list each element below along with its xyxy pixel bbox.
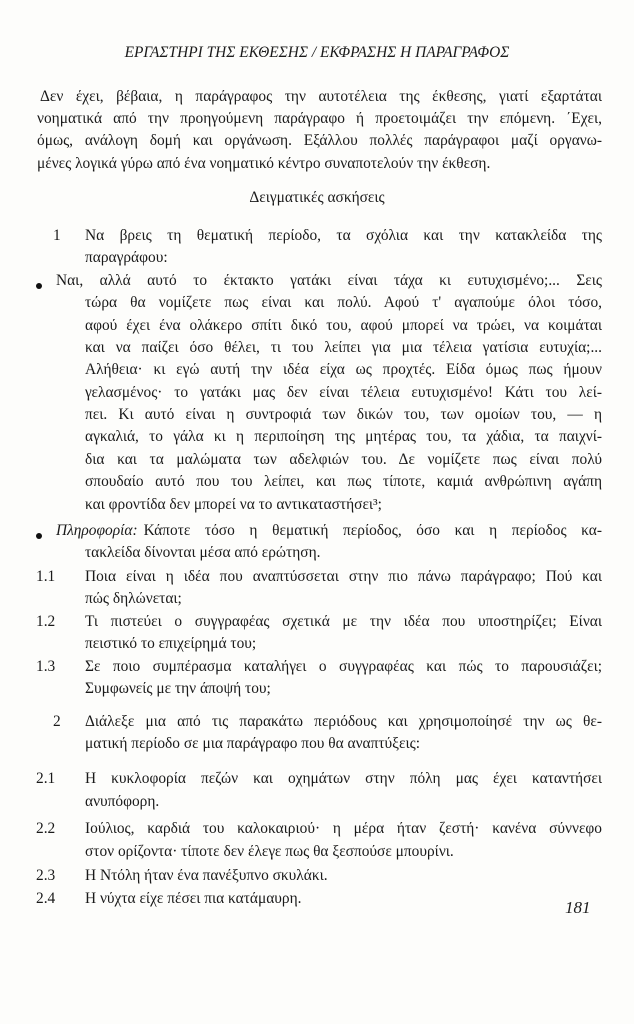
passage-line: Ναι, αλλά αυτό το έκτακτο γατάκι είναι τάχα κι ευτυχισμένο;... Σεις <box>56 272 602 289</box>
exercise-number: 2 <box>53 713 61 730</box>
page-number: 181 <box>565 898 591 917</box>
option-number: 2.1 <box>36 770 56 787</box>
text-line: στον ορίζοντα· τίποτε δεν έλεγε πως θα ξεσπούσε μπουρίνι. <box>85 843 454 860</box>
text-line: ανυπόφορη. <box>85 793 160 810</box>
text-line: Η νύχτα είχε πέσει πια κατάμαυρη. <box>85 890 302 907</box>
option-number: 2.3 <box>36 867 56 884</box>
question-number: 1.3 <box>36 658 56 675</box>
text-line: μένες λογικά γύρω από ένα νοηματικό κέντρο συναποτελούν την έκθεση. <box>37 155 491 172</box>
text-line: Η Ντόλη ήταν ένα πανέξυπνο σκυλάκι. <box>85 867 328 884</box>
text-line: Κάποτε τόσο η θεματική περίοδος, όσο και η περίοδος κα- <box>143 522 602 539</box>
text-line: όμως, ανάλογη δομή και οργάνωση. Εξάλλου πολλές παράγραφοι μαζί οργανω- <box>37 132 602 149</box>
bullet-icon <box>36 283 42 289</box>
text-line: Δεν έχει, βέβαια, η παράγραφος την αυτοτέλεια της έκθεσης, γιατί εξαρτάται <box>40 88 602 105</box>
section-title: Δειγματικές ασκήσεις <box>249 189 385 206</box>
text-line: Συμφωνείς με την άποψή του; <box>85 680 271 697</box>
text-line: Τι πιστεύει ο συγγραφέας σχετικά με την ιδέα που υποστηρίζει; Είναι <box>85 613 602 630</box>
passage-line: πει. Κι αυτό είναι η συντροφιά των δικών του, των ομοίων του, — η <box>85 406 602 423</box>
text-line: Σε ποιο συμπέρασμα καταλήγει ο συγγραφέας και πώς το παρουσιάζει; <box>85 658 602 675</box>
passage-line: τώρα θα νομίζετε πως είναι και πολύ. Αφού τ' αγαπούμε όλοι τόσο, <box>85 294 602 311</box>
passage-line: Αλήθεια· κι εγώ αυτή την ιδέα είχα ως προχτές. Είδα όμως πως ήμουν <box>85 361 602 378</box>
passage-line: και φροντίδα δεν μπορεί να το αντικαταστήσει³; <box>85 496 382 513</box>
text-line: Διάλεξε μια από τις παρακάτω περιόδους και χρησιμοποίησέ την ως θε- <box>85 713 602 730</box>
info-line <box>56 521 602 541</box>
text-line: Ιούλιος, καρδιά του καλοκαιριού· η μέρα ήταν ζεστή· κανένα σύννεφο <box>85 820 602 837</box>
question-number: 1.2 <box>36 613 56 630</box>
text-line: πειστικό το επιχείρημά του; <box>85 635 257 652</box>
passage-line: δια και τα μαλώματα των αδελφιών του. Δε νομίζετε πως είναι πολύ <box>85 451 602 468</box>
bullet-icon <box>36 533 42 539</box>
exercise-number: 1 <box>53 227 61 244</box>
passage-line: γελασμένος· το γατάκι μας δεν είναι τέλεια ευτυχισμένο! Κάτι του λεί- <box>85 384 602 401</box>
text-line: νοηματικά από την προηγούμενη παράγραφο ή προετοιμάζει την επόμενη. ΄Εχει, <box>37 110 602 127</box>
passage-line: σπουδαίο αυτό που του λείπει, και πως τίποτε, καμιά ανθρώπινη αγάπη <box>85 473 602 490</box>
text-line: τακλείδα δίνονται μέσα από ερώτηση. <box>85 544 321 561</box>
passage-line: αγκαλιά, το γάλα κι η περιποίηση της μητέρας του, τα χάδια, τα παιχνί- <box>85 428 602 445</box>
option-number: 2.4 <box>36 890 56 907</box>
text-line: παραγράφου: <box>85 249 168 266</box>
text-line: πώς δηλώνεται; <box>85 590 182 607</box>
text-line: ματική περίοδο σε μια παράγραφο που θα αναπτύξεις: <box>85 735 421 752</box>
info-label: Πληροφορία: <box>56 522 138 539</box>
text-line: Να βρεις τη θεματική περίοδο, τα σχόλια και την κατακλείδα της <box>85 227 602 244</box>
option-number: 2.2 <box>36 820 56 837</box>
text-line: Η κυκλοφορία πεζών και οχημάτων στην πόλη μας έχει καταντήσει <box>85 770 602 787</box>
running-header: ΕΡΓΑΣΤΗΡΙ ΤΗΣ ΕΚΘΕΣΗΣ / ΕΚΦΡΑΣΗΣ Η ΠΑΡΑΓΡΑΦΟΣ <box>124 44 510 61</box>
passage-line: και να παίζει όσο θέλει, τι του λείπει για μια τέλεια γατίσια ευτυχία;... <box>85 339 602 356</box>
text-line: Ποια είναι η ιδέα που αναπτύσσεται στην πιο πάνω παράγραφο; Πού και <box>85 568 602 585</box>
question-number: 1.1 <box>36 568 56 585</box>
passage-line: αφού έχει ένα ολάκερο σπίτι δικό του, αφού μπορεί να τρώει, να κοιμάται <box>85 317 602 334</box>
